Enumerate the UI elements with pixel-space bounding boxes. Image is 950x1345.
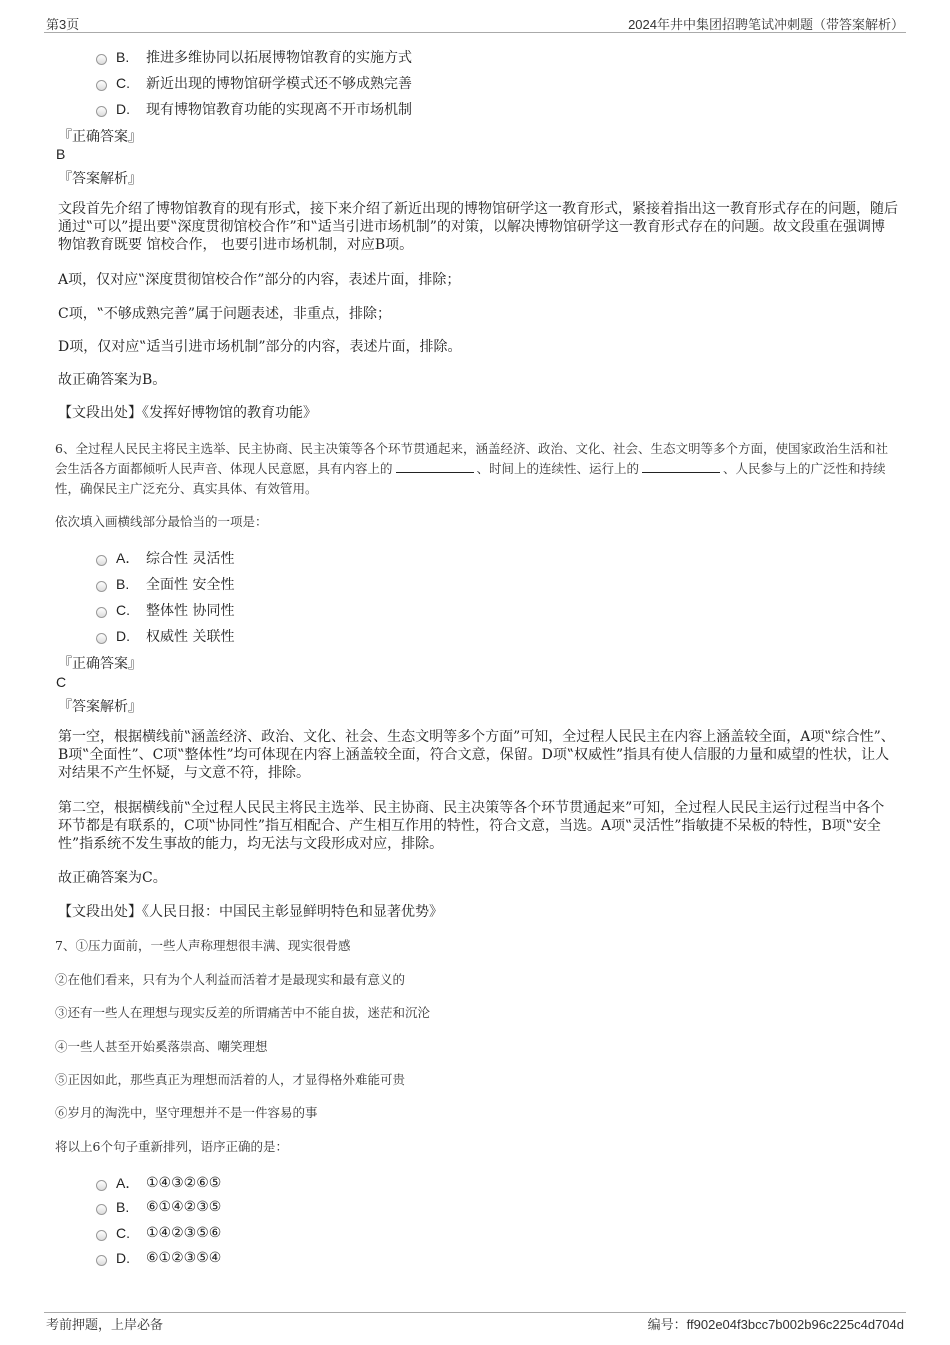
answer-label: 『正确答案』 <box>58 656 142 672</box>
source-citation: 【文段出处】《人民日报：中国民主彰显鲜明特色和显著优势》 <box>58 904 443 920</box>
analysis-paragraph: A项，仅对应‟深度贯彻馆校合作”部分的内容，表述片面，排除； <box>58 272 461 288</box>
option-letter: C. <box>116 602 130 618</box>
option-text: ⑥①④②③⑤ <box>146 1199 222 1215</box>
analysis-paragraph: 文段首先介绍了博物馆教育的现有形式，接下来介绍了新近出现的博物馆研学这一教育形式，紧接着指出这一教育形式存在的问题，随后通过‟可以”提出要‟深度贯彻馆校合作”和‟适当引进市场机制”的对策，以解决博物馆研学这一教育形式存在的问题。故文段重在强调博物馆教育既要 馆校合作， 也要引进市场机制，对应B项。 <box>58 201 898 253</box>
answer-value: C <box>56 674 67 690</box>
blank-1 <box>396 472 474 473</box>
footer-slogan: 考前押题，上岸必备 <box>46 1317 164 1332</box>
radio-button-icon[interactable] <box>96 581 107 592</box>
option-text: 权威性 关联性 <box>146 629 235 645</box>
option-text: 推进多维协同以拓展博物馆教育的实施方式 <box>146 50 412 66</box>
document-id: 编号：ff902e04f3bcc7b002b96c225c4d704d <box>647 1317 904 1332</box>
option-text: 全面性 安全性 <box>146 577 235 593</box>
radio-button-icon[interactable] <box>96 1180 107 1191</box>
option-text: ①④③②⑥⑤ <box>146 1175 222 1191</box>
analysis-paragraph: D项，仅对应‟适当引进市场机制”部分的内容，表述片面，排除。 <box>58 339 462 355</box>
option-letter: A． <box>116 1175 140 1191</box>
answer-option[interactable] <box>96 1173 221 1193</box>
document-title: 2024年井中集团招聘笔试冲刺题（带答案解析） <box>628 17 904 32</box>
option-letter: A． <box>116 550 140 566</box>
sentence-item: ⑥岁月的淘洗中，坚守理想并不是一件容易的事 <box>55 1105 318 1120</box>
radio-button-icon[interactable] <box>96 54 107 65</box>
option-letter: B. <box>116 49 130 65</box>
answer-option[interactable] <box>96 73 412 93</box>
stem-text: 、人民参与上的广泛性和持续性，确保民主广泛充分、真实具体、有效管用。 <box>55 461 886 496</box>
option-letter: C. <box>116 75 130 91</box>
answer-option[interactable] <box>96 600 234 620</box>
option-letter: D. <box>116 628 130 644</box>
answer-option[interactable] <box>96 1199 221 1215</box>
option-text: 现有博物馆教育功能的实现离不开市场机制 <box>146 102 412 118</box>
sentence-item: ④一些人甚至开始奚落崇高、嘲笑理想 <box>55 1039 268 1054</box>
radio-button-icon[interactable] <box>96 607 107 618</box>
footer-divider <box>44 1312 906 1313</box>
option-letter: B. <box>116 576 130 592</box>
radio-button-icon[interactable] <box>96 1230 107 1241</box>
question-prompt: 依次填入画横线部分最恰当的一项是： <box>55 514 268 529</box>
question-6-stem <box>55 439 900 499</box>
answer-option[interactable] <box>96 47 412 67</box>
option-letter: D. <box>116 101 130 117</box>
answer-option[interactable] <box>96 1225 221 1241</box>
radio-button-icon[interactable] <box>96 1204 107 1215</box>
answer-option[interactable] <box>96 574 234 594</box>
answer-label: 『正确答案』 <box>58 129 142 145</box>
analysis-paragraph: 第二空，根据横线前‟全过程人民民主将民主选举、民主协商、民主决策等各个环节贯通起来”可知，全过程人民民主运行过程当中各个环节都是有联系的，C项‟协同性”指互相配合、产生相互作用的特性，符合文意，当选。A项‟灵活性”指敏捷不呆板的特性，B项‟安全性”指系统不发生事故的能力，均无法与文段形成对应，排除。 <box>58 800 885 852</box>
analysis-label: 『答案解析』 <box>58 699 142 715</box>
analysis-label: 『答案解析』 <box>58 171 142 187</box>
question-prompt: 将以上6个句子重新排列，语序正确的是： <box>55 1139 288 1154</box>
answer-option[interactable] <box>96 548 234 568</box>
answer-value: B <box>56 146 66 162</box>
radio-button-icon[interactable] <box>96 80 107 91</box>
stem-text: 6、全过程人民民主将民主选举、民主协商、民主决策等各个环节贯通起来，涵盖经济、政治、文化、社会、生态文明等多个方面，使国家政治生活和社会生活各方面都倾听人民声音、体现人民意愿，具有内容上的 <box>55 441 888 476</box>
radio-button-icon[interactable] <box>96 106 107 117</box>
answer-option[interactable] <box>96 626 234 646</box>
source-citation: 【文段出处】《发挥好博物馆的教育功能》 <box>58 405 317 421</box>
option-text: 整体性 协同性 <box>146 603 235 619</box>
option-letter: D. <box>116 1250 130 1266</box>
sentence-item: ⑤正因如此，那些真正为理想而活着的人，才显得格外难能可贵 <box>55 1072 406 1087</box>
radio-button-icon[interactable] <box>96 555 107 566</box>
answer-option[interactable] <box>96 99 412 119</box>
sentence-item: ②在他们看来，只有为个人利益而活着才是最现实和最有意义的 <box>55 972 406 987</box>
sentence-item: 7、①压力面前，一些人声称理想很丰满、现实很骨感 <box>55 938 351 953</box>
header-divider <box>44 32 906 33</box>
radio-button-icon[interactable] <box>96 633 107 644</box>
radio-button-icon[interactable] <box>96 1255 107 1266</box>
analysis-paragraph: 故正确答案为B。 <box>58 372 167 388</box>
option-letter: C. <box>116 1225 130 1241</box>
blank-2 <box>642 472 720 473</box>
stem-text: 、时间上的连续性、运行上的 <box>476 461 640 476</box>
answer-option[interactable] <box>96 1250 221 1266</box>
analysis-paragraph: C项，‟不够成熟完善”属于问题表述，非重点，排除； <box>58 306 392 322</box>
page-number: 第3页 <box>46 17 80 32</box>
option-text: ⑥①②③⑤④ <box>146 1250 222 1266</box>
option-text: 新近出现的博物馆研学模式还不够成熟完善 <box>146 76 412 92</box>
sentence-item: ③还有一些人在理想与现实反差的所谓痛苦中不能自拔，迷茫和沉沦 <box>55 1005 431 1020</box>
option-text: 综合性 灵活性 <box>146 551 235 567</box>
analysis-paragraph: 故正确答案为C。 <box>58 870 167 886</box>
option-letter: B. <box>116 1199 130 1215</box>
option-text: ①④②③⑤⑥ <box>146 1225 222 1241</box>
analysis-paragraph: 第一空，根据横线前‟涵盖经济、政治、文化、社会、生态文明等多个方面”可知，全过程人民民主在内容上涵盖较全面，A项‟综合性”、B项‟全面性”、C项‟整体性”均可体现在内容上涵盖较全面，符合文意，保留。D项‟权威性”指具有使人信服的力量和威望的性状，让人对结果不产生怀疑，与文意不符，排除。 <box>58 729 895 781</box>
